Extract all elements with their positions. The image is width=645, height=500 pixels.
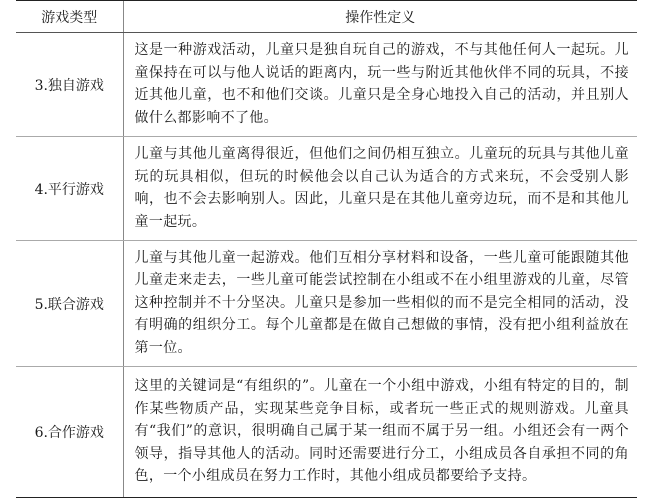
row-definition: 儿童与其他儿童一起游戏。他们互相分享材料和设备，一些儿童可能跟随其他儿童走来走去，一些儿童可能尝试控制在小组或不在小组里游戏的儿童，尽管这种控制并不十分坚决。儿童只是参加一些相似的而不是完全相同的活动，没有明确的组织分工。每个儿童都是在做自己想做的事情，没有把小组利益放在第一位。 (123, 241, 637, 367)
header-game-type: 游戏类型 (16, 1, 123, 33)
row-definition: 这里的关键词是“有组织的”。儿童在一个小组中游戏，小组有特定的目的，制作某些物质产品，实现某些竞争目标，或者玩一些正式的规则游戏。儿童具有“我们”的意识，很明确自己属于某一组而不属于另一组。小组还会有一两个领导，指导其他人的活动。同时还需要进行分工，小组成员各自承担不同的角色，一个小组成员在努力工作时，其他小组成员都要给予支持。 (123, 367, 637, 498)
row-game-type: 3.独自游戏 (16, 33, 123, 137)
table-row (16, 367, 637, 498)
table-row (16, 241, 637, 367)
table-top-rule (16, 0, 637, 1)
row-definition: 儿童与其他儿童离得很近，但他们之间仍相互独立。儿童玩的玩具与其他儿童玩的玩具相似，但玩的时候他会以自己认为适合的方式来玩，不会受别人影响，也不会去影响别人。因此，儿童只是在其他儿童旁边玩，而不是和其他儿童一起玩。 (123, 137, 637, 241)
table-row (16, 33, 637, 137)
definition-table-container (16, 0, 637, 498)
play-types-table (16, 1, 637, 498)
row-game-type: 6.合作游戏 (16, 367, 123, 498)
row-definition: 这是一种游戏活动，儿童只是独自玩自己的游戏，不与其他任何人一起玩。儿童保持在可以与他人说话的距离内，玩一些与附近其他伙伴不同的玩具，不接近其他儿童，也不和他们交谈。儿童只是全身心地投入自己的活动，并且别人做什么都影响不了他。 (123, 33, 637, 137)
row-game-type: 4.平行游戏 (16, 137, 123, 241)
row-game-type: 5.联合游戏 (16, 241, 123, 367)
header-operational-definition: 操作性定义 (123, 1, 637, 33)
table-header-row (16, 1, 637, 33)
table-row (16, 137, 637, 241)
